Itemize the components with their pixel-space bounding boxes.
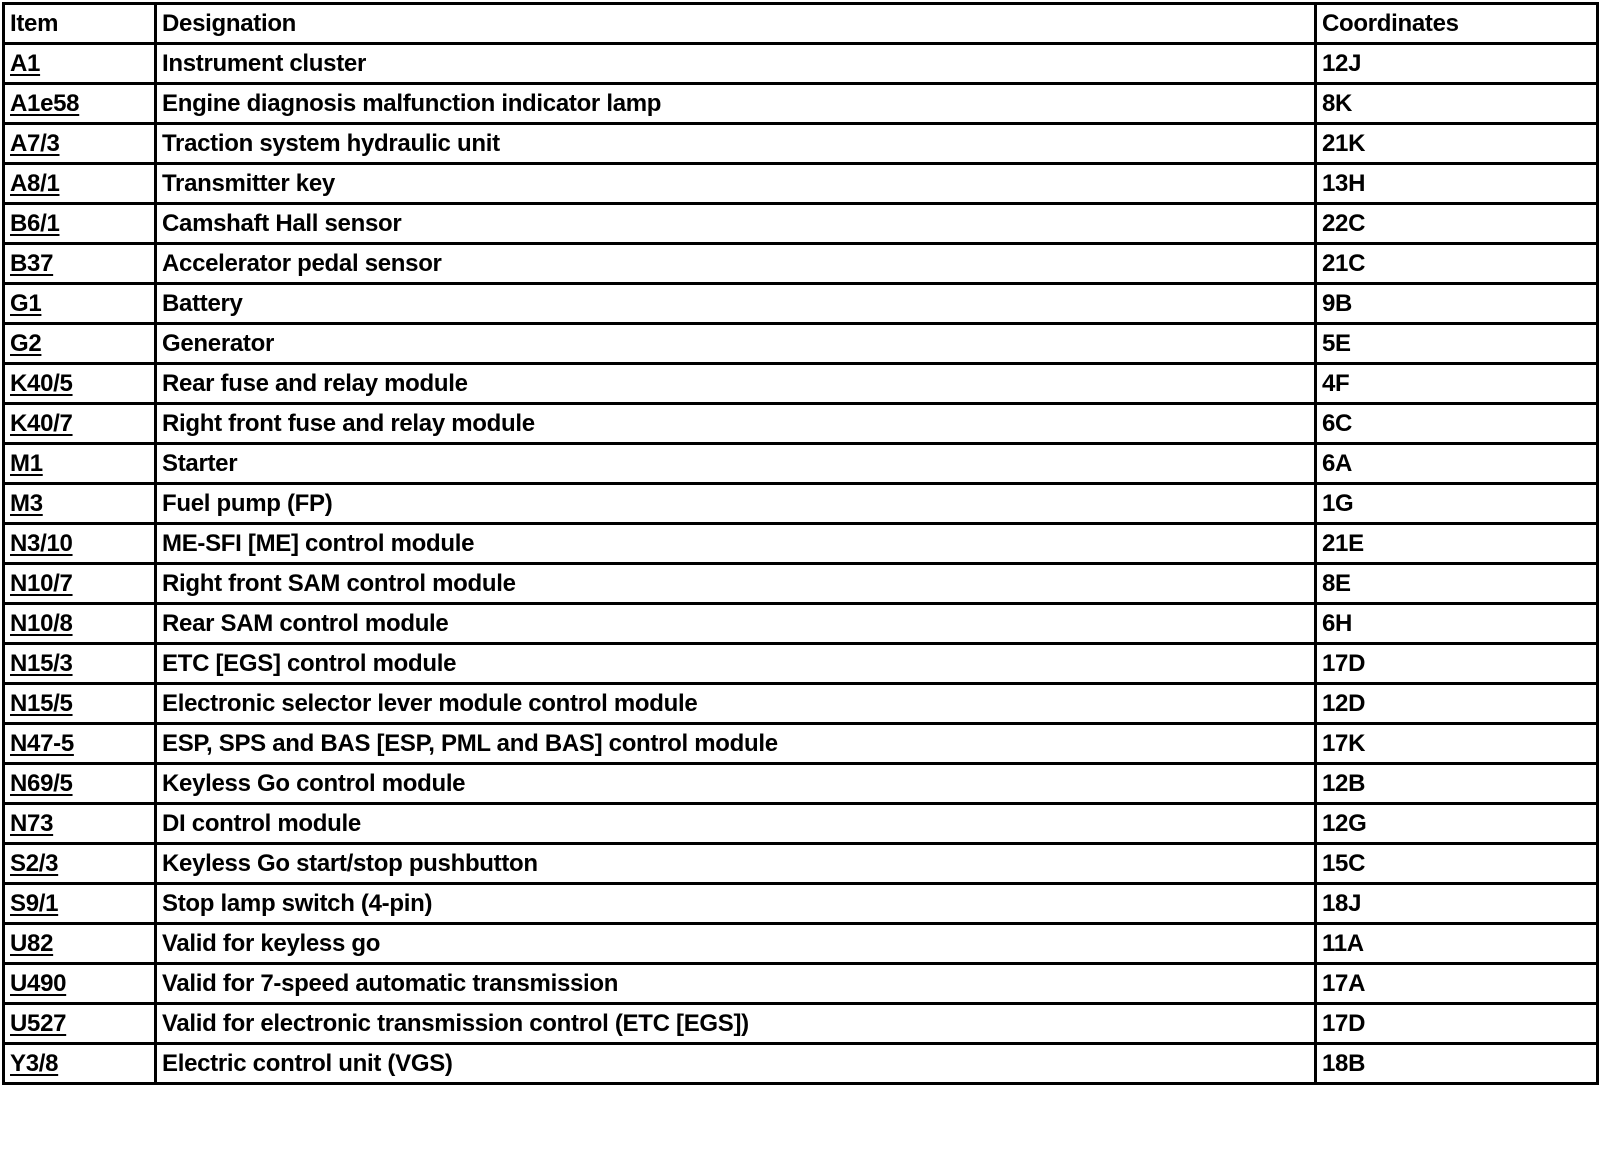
item-link[interactable]: B37	[10, 249, 54, 277]
table-row	[4, 684, 1598, 724]
coordinates-cell: 5E	[1316, 324, 1598, 364]
coordinates-cell: 22C	[1316, 204, 1598, 244]
designation-cell: Valid for 7-speed automatic transmission	[156, 964, 1316, 1004]
table-row	[4, 444, 1598, 484]
header-row	[4, 4, 1598, 44]
designation-cell: Camshaft Hall sensor	[156, 204, 1316, 244]
item-link[interactable]: S2/3	[10, 849, 59, 877]
item-cell	[4, 84, 156, 124]
designation-cell: Generator	[156, 324, 1316, 364]
component-legend-table	[2, 2, 1599, 1085]
item-cell	[4, 844, 156, 884]
designation-cell: Rear fuse and relay module	[156, 364, 1316, 404]
table-row	[4, 44, 1598, 84]
item-link[interactable]: A7/3	[10, 129, 60, 157]
designation-cell: ME-SFI [ME] control module	[156, 524, 1316, 564]
item-link[interactable]: N15/5	[10, 689, 73, 717]
designation-cell: DI control module	[156, 804, 1316, 844]
designation-cell: Instrument cluster	[156, 44, 1316, 84]
coordinates-cell: 13H	[1316, 164, 1598, 204]
table-row	[4, 804, 1598, 844]
item-link[interactable]: A8/1	[10, 169, 60, 197]
coordinates-cell: 12G	[1316, 804, 1598, 844]
coordinates-cell: 18J	[1316, 884, 1598, 924]
designation-column-header: Designation	[156, 4, 1316, 44]
item-link[interactable]: M3	[10, 489, 43, 517]
item-cell	[4, 404, 156, 444]
item-link[interactable]: A1e58	[10, 89, 80, 117]
item-cell	[4, 484, 156, 524]
coordinates-cell: 21C	[1316, 244, 1598, 284]
table-row	[4, 364, 1598, 404]
designation-cell: Accelerator pedal sensor	[156, 244, 1316, 284]
item-cell	[4, 164, 156, 204]
coordinates-cell: 21K	[1316, 124, 1598, 164]
coordinates-cell: 12D	[1316, 684, 1598, 724]
item-cell	[4, 1004, 156, 1044]
designation-cell: Valid for keyless go	[156, 924, 1316, 964]
coordinates-cell: 9B	[1316, 284, 1598, 324]
coordinates-cell: 17K	[1316, 724, 1598, 764]
table-row	[4, 164, 1598, 204]
designation-cell: ESP, SPS and BAS [ESP, PML and BAS] control module	[156, 724, 1316, 764]
coordinates-cell: 21E	[1316, 524, 1598, 564]
designation-cell: Valid for electronic transmission control (ETC [EGS])	[156, 1004, 1316, 1044]
item-link[interactable]: N10/8	[10, 609, 73, 637]
table-row	[4, 524, 1598, 564]
item-link[interactable]: K40/7	[10, 409, 73, 437]
coordinates-cell: 12J	[1316, 44, 1598, 84]
item-cell	[4, 324, 156, 364]
item-link[interactable]: N47-5	[10, 729, 74, 757]
designation-cell: Stop lamp switch (4-pin)	[156, 884, 1316, 924]
table-row	[4, 1044, 1598, 1084]
designation-cell: Keyless Go start/stop pushbutton	[156, 844, 1316, 884]
coordinates-cell: 8K	[1316, 84, 1598, 124]
designation-cell: Rear SAM control module	[156, 604, 1316, 644]
coordinates-cell: 1G	[1316, 484, 1598, 524]
item-cell	[4, 244, 156, 284]
item-cell	[4, 124, 156, 164]
table-body	[4, 44, 1598, 1084]
coordinates-cell: 17A	[1316, 964, 1598, 1004]
table-row	[4, 564, 1598, 604]
designation-cell: Keyless Go control module	[156, 764, 1316, 804]
designation-cell: ETC [EGS] control module	[156, 644, 1316, 684]
item-cell	[4, 44, 156, 84]
item-link[interactable]: K40/5	[10, 369, 73, 397]
item-cell	[4, 604, 156, 644]
item-cell	[4, 204, 156, 244]
item-cell	[4, 524, 156, 564]
item-cell	[4, 564, 156, 604]
item-cell	[4, 924, 156, 964]
item-cell	[4, 284, 156, 324]
item-link[interactable]: N10/7	[10, 569, 73, 597]
table-row	[4, 1004, 1598, 1044]
item-cell	[4, 964, 156, 1004]
item-link[interactable]: S9/1	[10, 889, 59, 917]
designation-cell: Engine diagnosis malfunction indicator lamp	[156, 84, 1316, 124]
item-cell	[4, 804, 156, 844]
item-cell	[4, 764, 156, 804]
designation-cell: Battery	[156, 284, 1316, 324]
table-row	[4, 124, 1598, 164]
table-row	[4, 884, 1598, 924]
item-link[interactable]: G1	[10, 289, 42, 317]
item-link[interactable]: N69/5	[10, 769, 73, 797]
item-link[interactable]: N15/3	[10, 649, 73, 677]
table-row	[4, 604, 1598, 644]
coordinates-cell: 12B	[1316, 764, 1598, 804]
coordinates-cell: 17D	[1316, 1004, 1598, 1044]
item-link[interactable]: G2	[10, 329, 42, 357]
designation-cell: Electric control unit (VGS)	[156, 1044, 1316, 1084]
item-link[interactable]: A1	[10, 49, 41, 77]
table-row	[4, 644, 1598, 684]
table-row	[4, 324, 1598, 364]
item-cell	[4, 644, 156, 684]
coordinates-cell: 8E	[1316, 564, 1598, 604]
table-row	[4, 204, 1598, 244]
item-link[interactable]: M1	[10, 449, 43, 477]
coordinates-cell: 15C	[1316, 844, 1598, 884]
table-row	[4, 284, 1598, 324]
designation-cell: Traction system hydraulic unit	[156, 124, 1316, 164]
designation-cell: Fuel pump (FP)	[156, 484, 1316, 524]
coordinates-cell: 17D	[1316, 644, 1598, 684]
table-row	[4, 764, 1598, 804]
table-row	[4, 724, 1598, 764]
item-link[interactable]: N73	[10, 809, 54, 837]
table-row	[4, 844, 1598, 884]
item-link[interactable]: B6/1	[10, 209, 60, 237]
table-row	[4, 924, 1598, 964]
coordinates-cell: 6C	[1316, 404, 1598, 444]
designation-cell: Right front SAM control module	[156, 564, 1316, 604]
item-cell	[4, 1044, 156, 1084]
table-row	[4, 964, 1598, 1004]
designation-cell: Electronic selector lever module control module	[156, 684, 1316, 724]
coordinates-cell: 11A	[1316, 924, 1598, 964]
item-cell	[4, 444, 156, 484]
item-cell	[4, 884, 156, 924]
item-link[interactable]: U527	[10, 1009, 67, 1037]
table-header	[4, 4, 1598, 44]
coordinates-column-header: Coordinates	[1316, 4, 1598, 44]
designation-cell: Transmitter key	[156, 164, 1316, 204]
table-row	[4, 244, 1598, 284]
item-cell	[4, 364, 156, 404]
table-row	[4, 84, 1598, 124]
item-cell	[4, 724, 156, 764]
coordinates-cell: 6A	[1316, 444, 1598, 484]
coordinates-cell: 4F	[1316, 364, 1598, 404]
designation-cell: Starter	[156, 444, 1316, 484]
table-row	[4, 404, 1598, 444]
item-link[interactable]: N3/10	[10, 529, 73, 557]
item-column-header: Item	[4, 4, 156, 44]
coordinates-cell: 18B	[1316, 1044, 1598, 1084]
item-cell	[4, 684, 156, 724]
coordinates-cell: 6H	[1316, 604, 1598, 644]
item-link[interactable]: U82	[10, 929, 54, 957]
item-link[interactable]: U490	[10, 969, 67, 997]
table-row	[4, 484, 1598, 524]
item-link[interactable]: Y3/8	[10, 1049, 59, 1077]
designation-cell: Right front fuse and relay module	[156, 404, 1316, 444]
